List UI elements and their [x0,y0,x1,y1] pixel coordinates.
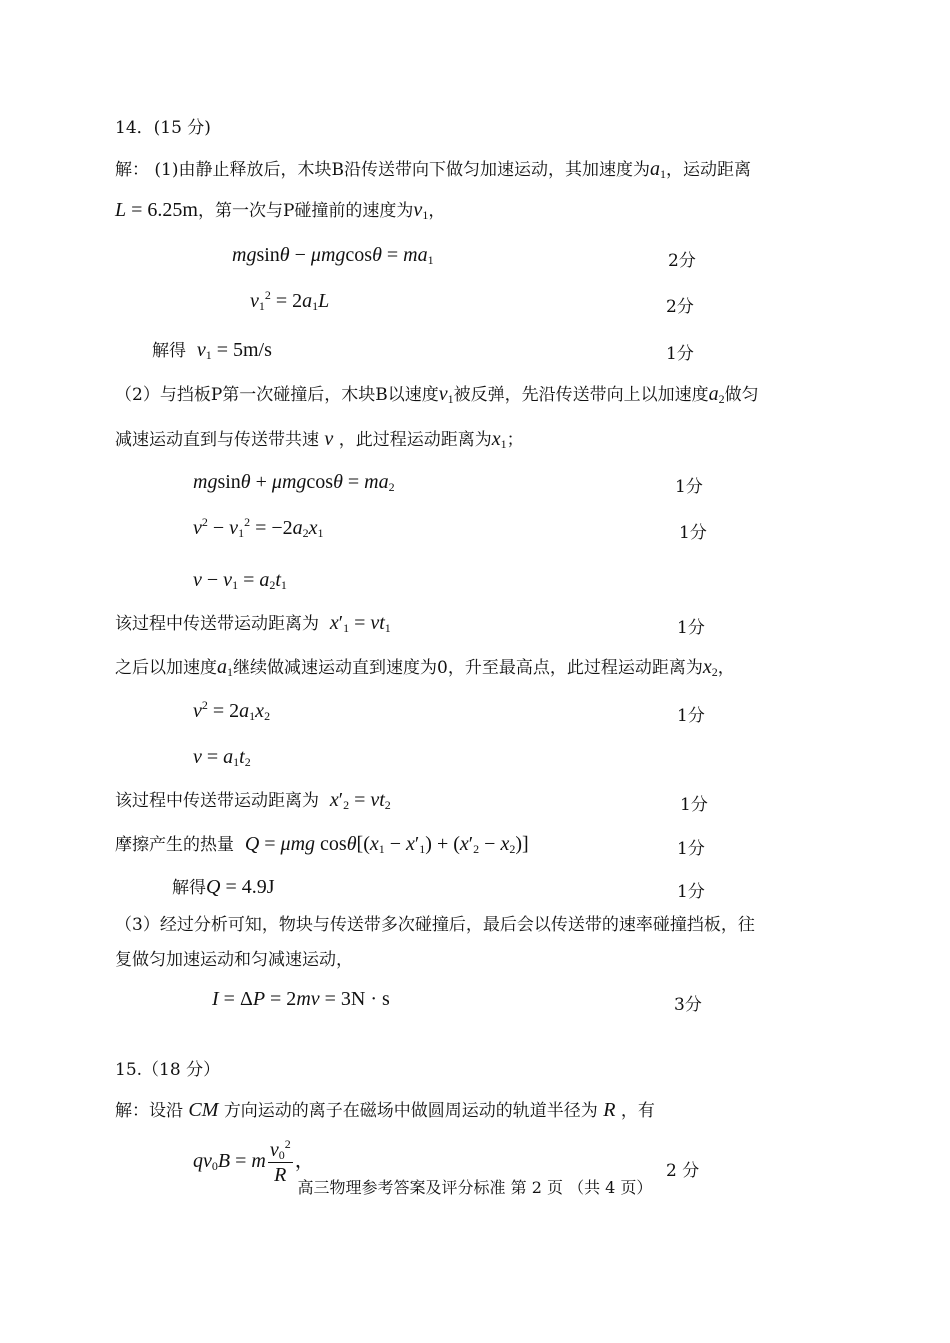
equation-kinematics-2: $v^2 - v_1^2 = -2a_2x_1$ [193,515,324,540]
q14-p1-result: 解得 $v_1 = 5m/s$ [152,339,272,362]
score: 3分 [674,995,702,1015]
equation-lorentz-force: $qv_0B = m$ $\frac{v_0^2}{R}$ ， [193,1137,315,1187]
equation-velocity-2: $v = a_1t_2$ [193,746,251,769]
q14-p1-line2: L = 6.25m，第一次与P碰撞前的速度为$v_1$， [115,199,446,222]
score: 1分 [677,618,705,638]
score: 1分 [679,523,707,543]
equation-kinematics-3: $v^2 = 2a_1x_2$ [193,698,271,723]
q14-belt-distance-2: 该过程中传送带运动距离为 $x'_2 = vt_2$ [115,789,391,812]
score: 1分 [675,477,703,497]
equation-impulse: I = ΔP = 2mv = 3N · s [212,988,390,1010]
equation-velocity-1: $v - v_1 = a_2t_1$ [193,569,287,592]
score: 1分 [680,795,708,815]
score: 1分 [677,706,705,726]
q14-p1-intro: 解： (1)由静止释放后，木块B沿传送带向下做匀加速运动，其加速度为$a_1$，运动距离 [115,158,751,181]
q14-header: 14．(15 分) [115,118,211,138]
score: 2分 [666,297,694,317]
score: 2分 [668,251,696,271]
q14-heat: 摩擦产生的热量 Q = μmg $\cos\theta[(x_1 - x'_1) + (x'_2 - x_2)]$ [115,833,529,856]
q15-header: 15.（18 分） [115,1060,221,1080]
page-footer: 高三物理参考答案及评分标准 第 2 页 （共 4 页） [297,1178,653,1197]
equation-kinematics-1: $v_1^2 = 2a_1L$ [250,288,330,313]
q14-p3-line2: 复做匀加速运动和匀减速运动， [115,950,353,970]
q14-heat-result: 解得Q = 4.9J [172,876,275,898]
equation-newton-up: $mgsin\theta + \mu mgcos\theta = ma_2$ [193,471,395,494]
q14-p2-line2: 减速运动直到与传送带共速 v ，此过程运动距离为$x_1$； [115,428,524,451]
q14-p3-line1: （3）经过分析可知，物块与传送带多次碰撞后，最后会以传送带的速率碰撞挡板，往 [115,915,755,935]
score: 1分 [677,839,705,859]
score: 1分 [677,882,705,902]
score: 2 分 [666,1161,700,1181]
q14-belt-distance-1: 该过程中传送带运动距离为 $x'_1 = vt_1$ [115,612,391,635]
q14-p2-after: 之后以加速度$a_1$继续做减速运动直到速度为0，升至最高点，此过程运动距离为$x_2$， [115,656,735,679]
q14-p2-intro: （2）与挡板P第一次碰撞后，木块B以速度$v_1$被反弹，先沿传送带向上以加速度$a_2$做匀 [115,383,759,406]
equation-newton-down: $mgsin\theta - \mu mgcos\theta = ma_1$ [232,244,434,267]
q15-intro: 解：设沿 CM 方向运动的离子在磁场中做圆周运动的轨道半径为 R ，有 [115,1099,655,1121]
score: 1分 [666,344,694,364]
